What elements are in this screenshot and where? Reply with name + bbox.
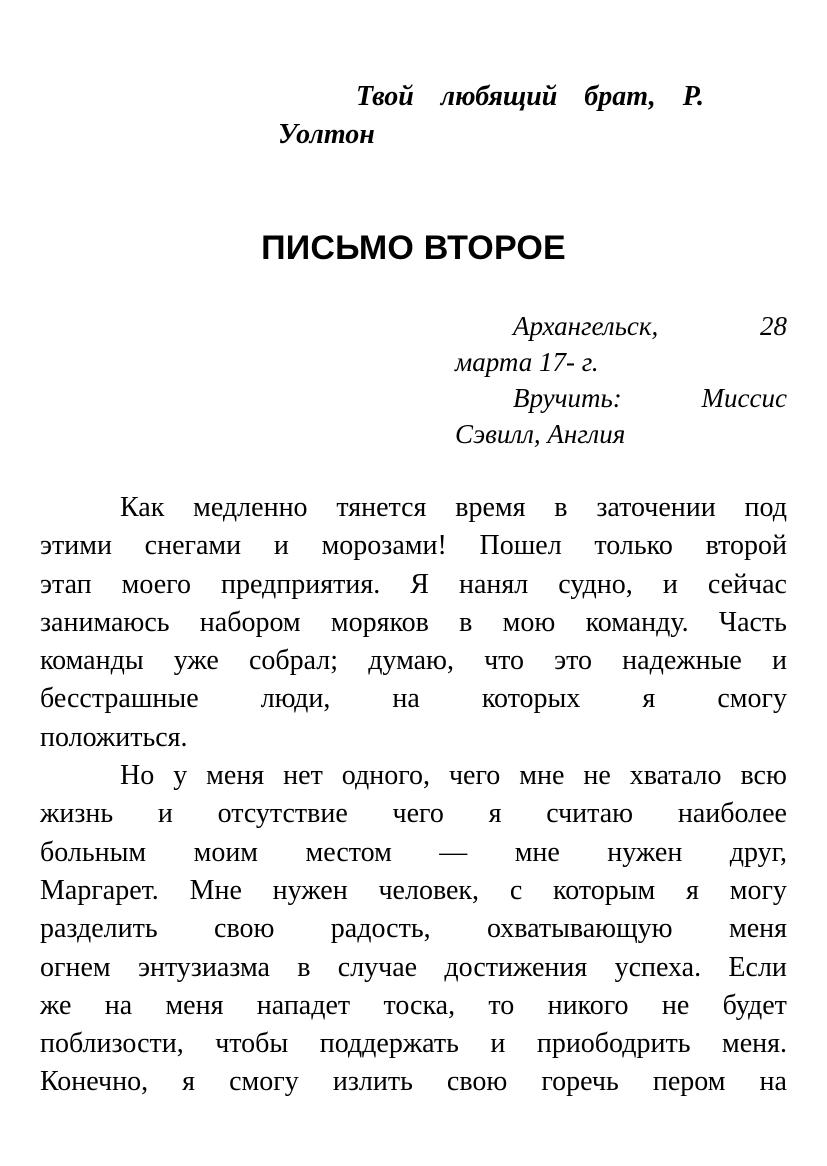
body-line — [40, 527, 787, 565]
body-word: могу — [729, 874, 787, 906]
body-line — [40, 872, 787, 910]
body-word: одного, — [341, 760, 430, 792]
body-word: Но — [120, 760, 155, 792]
body-word: считаю — [546, 798, 634, 830]
body-word: пером — [652, 1066, 726, 1098]
body-line — [40, 910, 787, 948]
body-word: что — [484, 645, 525, 677]
body-word: достижения — [444, 951, 588, 983]
body-word: поблизости, — [40, 1028, 184, 1060]
body-word: никого — [547, 989, 629, 1021]
signature-line-1 — [278, 78, 704, 116]
body-word: Я — [410, 568, 429, 600]
dateline-month-year: марта 17- г. — [455, 347, 599, 377]
body-word: я — [642, 683, 656, 715]
body-word: с — [509, 874, 523, 906]
body-word: нужен — [607, 836, 683, 868]
body-word: мне — [514, 836, 560, 868]
dateline-deliver-label: Вручить: — [513, 383, 622, 413]
body-word: только — [594, 530, 673, 562]
body-line — [40, 642, 787, 680]
body-line — [40, 719, 787, 757]
body-word: на — [104, 989, 133, 1021]
body-word: отсутствие — [217, 798, 348, 830]
body-word: моряков — [330, 606, 429, 638]
signature-line-2: Уолтон — [278, 119, 375, 150]
body-word: набором — [199, 606, 301, 638]
body-line — [40, 489, 787, 527]
body-word: человек, — [378, 874, 480, 906]
body-word: — — [439, 836, 468, 868]
dateline-recipient — [455, 380, 787, 416]
body-word: медленно — [193, 492, 308, 523]
body-word: этими — [40, 530, 112, 562]
body-line — [40, 566, 787, 604]
body-word: горечь — [541, 1066, 619, 1098]
dateline-block — [455, 308, 787, 452]
body-word: команду. — [585, 606, 689, 638]
body-word: собрал; — [248, 645, 339, 677]
body-word: Как — [120, 492, 165, 523]
body-word: не — [661, 989, 690, 1021]
body-word: охватывающую — [486, 913, 673, 945]
body-word: Если — [728, 951, 787, 983]
body-word: мне — [519, 760, 565, 792]
body-word: и — [157, 798, 173, 830]
body-word: и — [490, 1028, 506, 1060]
body-word: нужен — [272, 874, 348, 906]
body-word: второй — [705, 530, 787, 562]
body-word: поддержать — [319, 1028, 459, 1060]
dateline-recipient-title: Миссис — [701, 383, 787, 413]
body-word: будет — [722, 989, 787, 1021]
body-word: у — [173, 760, 188, 792]
body-word: которым — [553, 874, 656, 906]
body-word: радость, — [330, 913, 431, 945]
body-word: хватало — [629, 760, 722, 792]
body-word: время — [455, 492, 526, 523]
body-word: чего — [392, 798, 444, 830]
body-word: положиться. — [40, 721, 188, 753]
body-word: предприятия. — [220, 568, 381, 600]
body-word: больным — [40, 836, 147, 868]
body-word: мою — [502, 606, 556, 638]
body-word: которых — [481, 683, 581, 715]
body-word: чего — [448, 760, 501, 792]
body-word: то — [488, 989, 515, 1021]
body-word: нападет — [256, 989, 351, 1021]
body-word: этап — [40, 568, 92, 600]
body-word: бесстрашные — [40, 683, 199, 715]
body-word: Мне — [189, 874, 242, 906]
dateline-place: Архангельск, — [513, 311, 659, 341]
body-word: местом — [305, 836, 392, 868]
body-line — [40, 1025, 787, 1063]
body-line — [40, 680, 787, 718]
signature-word: Твой — [356, 81, 414, 112]
body-word: тянется — [336, 492, 427, 523]
body-word: друг, — [729, 836, 787, 868]
body-word: и — [771, 645, 787, 677]
body-word: нанял — [458, 568, 529, 600]
body-word: я — [488, 798, 502, 830]
body-word: в — [554, 492, 568, 523]
body-word: же — [40, 989, 72, 1021]
body-word: и — [662, 568, 678, 600]
body-word: на — [392, 683, 420, 715]
body-word: Маргарет. — [40, 874, 159, 906]
body-word: моего — [121, 568, 191, 600]
body-line — [40, 795, 787, 833]
dateline-recipient-name: Сэвилл, Англия — [455, 419, 626, 449]
body-word: снегами — [144, 530, 242, 562]
body-word: думаю, — [368, 645, 454, 677]
body-word: тоска, — [383, 989, 456, 1021]
body-word: надежные — [622, 645, 742, 677]
body-word: в — [297, 951, 311, 983]
body-line — [40, 949, 787, 987]
body-word: Часть — [718, 606, 787, 638]
body-word: сейчас — [707, 568, 787, 600]
body-word: свою — [214, 913, 275, 945]
dateline-day: 28 — [760, 311, 787, 341]
body-word: энтузиазма — [137, 951, 270, 983]
body-word: в — [459, 606, 473, 638]
body-word: всю — [740, 760, 787, 792]
body-word: не — [583, 760, 611, 792]
body-line — [40, 834, 787, 872]
signature-word: брат, — [584, 81, 656, 112]
body-line — [40, 1063, 787, 1101]
body-word: морозами! — [321, 530, 447, 562]
signature-word: Р. — [682, 81, 704, 112]
body-word: успеха. — [614, 951, 702, 983]
letter-body — [40, 489, 787, 1102]
body-word: моим — [193, 836, 259, 868]
body-word: меня. — [721, 1028, 787, 1060]
body-line — [40, 757, 787, 795]
dateline-place-date — [455, 308, 787, 344]
body-word: приободрить — [536, 1028, 691, 1060]
body-word: смогу — [717, 683, 787, 715]
body-word: свою — [446, 1066, 508, 1098]
body-word: огнем — [40, 951, 111, 983]
body-word: под — [744, 492, 787, 523]
body-word: меня — [728, 913, 787, 945]
body-word: Пошел — [479, 530, 562, 562]
signature-word: любящий — [440, 81, 558, 112]
body-word: и — [273, 530, 289, 562]
letter-heading: ПИСЬМО ВТОРОЕ — [261, 229, 566, 267]
body-word: нет — [283, 760, 323, 792]
body-word: занимаюсь — [40, 606, 170, 638]
body-word: смогу — [229, 1066, 299, 1098]
body-line — [40, 987, 787, 1025]
body-word: разделить — [40, 913, 158, 945]
body-word: меня — [206, 760, 265, 792]
body-word: я — [686, 874, 699, 906]
body-word: наиболее — [677, 798, 787, 830]
body-line — [40, 604, 787, 642]
body-word: заточении — [596, 492, 716, 523]
body-word: судно, — [558, 568, 633, 600]
body-word: это — [554, 645, 593, 677]
body-word: жизнь — [40, 798, 114, 830]
body-word: я — [182, 1066, 196, 1098]
body-word: люди, — [260, 683, 331, 715]
body-word: уже — [173, 645, 219, 677]
body-word: случае — [337, 951, 418, 983]
body-word: чтобы — [215, 1028, 289, 1060]
body-word: команды — [40, 645, 144, 677]
body-word: Конечно, — [40, 1066, 149, 1098]
body-word: излить — [332, 1066, 413, 1098]
body-word: на — [759, 1066, 787, 1098]
body-word: меня — [165, 989, 224, 1021]
signature-block — [278, 78, 708, 154]
